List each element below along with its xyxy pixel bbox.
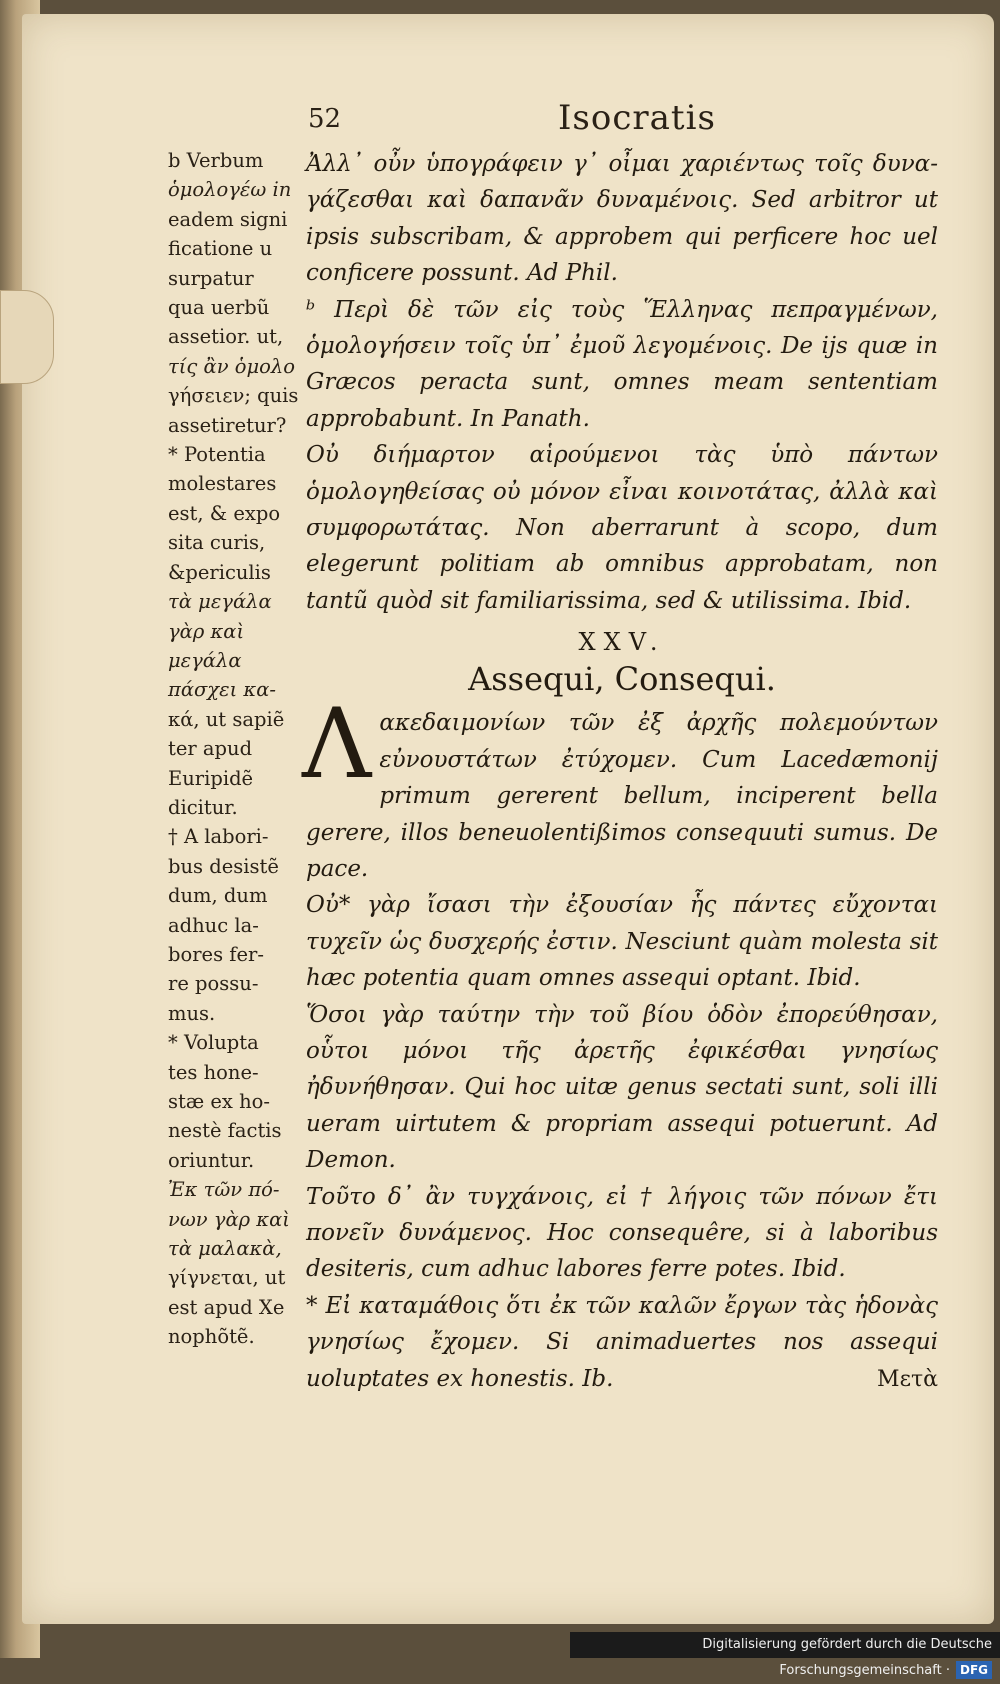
- margin-note-line: sita curis,: [168, 531, 266, 555]
- margin-note-line: bus desistẽ: [168, 854, 279, 878]
- margin-note-line: τίς ἂν ὁμολο: [168, 354, 296, 378]
- drop-cap: Λ: [302, 688, 372, 801]
- margin-notes: [168, 146, 300, 1352]
- margin-note-line: Ἐκ τῶν πό-: [168, 1178, 280, 1202]
- catchword: Μετὰ: [877, 1367, 938, 1392]
- paragraph-3: [306, 437, 938, 619]
- margin-note-line: qua uerbũ: [168, 296, 270, 320]
- margin-note-line: * Potentia: [168, 443, 266, 467]
- margin-note-line: * Volupta: [168, 1031, 259, 1055]
- margin-note-line: κά, ut sapiẽ: [168, 707, 285, 731]
- paragraph-4: [302, 688, 939, 887]
- paragraph-6: [306, 997, 938, 1179]
- margin-note-line: molestares: [168, 472, 277, 496]
- page-number: 52: [308, 104, 342, 134]
- latin-text: Hoc consequêre, si à laboribus desiteris, cum adhuc labores ferre potes. Ibid.: [306, 1219, 938, 1283]
- book-title: Isocratis: [558, 98, 716, 138]
- margin-note-line: tes hone-: [168, 1060, 259, 1084]
- greek-text: Οὐ διήμαρτον αἱρούμενοι τὰς ὑπὸ πάντων ὁμολογηθείσας οὐ μόνον εἶναι κοινοτάτας, ἀλλὰ καὶ συμφορωτάτας.: [306, 442, 938, 542]
- margin-note-line: stæ ex ho-: [168, 1090, 270, 1113]
- margin-note-line: νων γὰρ καὶ: [168, 1207, 290, 1231]
- margin-note-line: ὁμολογέω in: [168, 178, 292, 202]
- margin-note-line: surpatur: [168, 266, 254, 290]
- margin-note-line: πάσχει κα-: [168, 678, 276, 702]
- margin-note-line: nophõtẽ.: [168, 1325, 255, 1349]
- credit-text: Digitalisierung gefördert durch die Deutsche Forschungsgemeinschaft ·: [702, 1637, 992, 1678]
- margin-note-line: γὰρ καὶ μεγάλα: [168, 619, 245, 672]
- latin-text: De ijs quæ in Græcos peracta sunt, omnes meam sententiam approbabunt. In Panath.: [306, 333, 938, 432]
- margin-note-line: assetior. ut,: [168, 325, 284, 349]
- section-title: Assequi, Consequi.: [468, 660, 776, 699]
- margin-note-line: adhuc la-: [168, 913, 259, 937]
- digitization-credit-bar: [570, 1632, 1000, 1678]
- greek-text: Ἀλλ᾽ οὖν ὑπογράφειν γ᾽ οἶμαι χαριέντως τοῖς δυνα-γάζεσθαι καὶ δαπανᾶν δυναμένοις.: [306, 151, 938, 214]
- margin-note-line: est, & expo: [168, 501, 281, 525]
- margin-note-line: b Verbum: [168, 149, 264, 172]
- running-head: [308, 98, 948, 142]
- greek-text: Ὅσοι γὰρ ταύτην τὴν τοῦ βίου ὁδὸν ἐπορεύθησαν, οὗτοι μόνοι τῆς ἀρετῆς ἐφικέσθαι γνησίως ἠδυνήθησαν.: [306, 1001, 938, 1101]
- latin-text: Non aberrarunt à scopo, dum elegerunt politiam ab omnibus approbatam, non tantũ quòd sit familiarissima, sed & utilissima. Ibid.: [306, 515, 938, 614]
- margin-note-line: eadem signi: [168, 207, 288, 231]
- margin-note-line: nestè factis: [168, 1119, 282, 1143]
- greek-text: * Εἰ καταμάθοις ὅτι ἐκ τῶν καλῶν ἔργων τὰς ἡδονὰς γνησίως ἔχομεν.: [306, 1292, 938, 1356]
- paragraph-2: [306, 292, 938, 438]
- latin-text: Qui hoc uitæ genus sectati sunt, soli illi ueram uirtutem & propriam assequi potuerunt. Ad Demon.: [306, 1074, 938, 1174]
- margin-note-line: † A labori-: [168, 825, 269, 849]
- dfg-logo: DFG: [956, 1661, 992, 1679]
- margin-note-line: τὰ μεγάλα: [168, 590, 272, 614]
- greek-text: ᵇ Περὶ δὲ τῶν εἰς τοὺς Ἕλληνας πεπραγμένων, ὁμολογήσειν τοῖς ὑπ᾽ ἐμοῦ λεγομένοις.: [306, 296, 938, 360]
- paragraph-7: [306, 1179, 938, 1288]
- margin-note-line: bores fer-: [168, 942, 264, 966]
- margin-note-line: mus.: [168, 1001, 216, 1025]
- margin-note-line: ficatione u: [168, 237, 273, 261]
- margin-note-line: ter apud: [168, 737, 253, 761]
- margin-note-line: est apud Xe: [168, 1295, 285, 1319]
- latin-text: Nesciunt quàm molesta sit hæc potentia quam omnes assequi optant. Ibid.: [306, 928, 939, 992]
- margin-note-line: &periculis: [168, 560, 271, 584]
- margin-note-line: γίγνεται, ut: [168, 1266, 286, 1290]
- margin-note-line: dicitur.: [168, 795, 238, 819]
- paragraph-5: [306, 887, 938, 996]
- paragraph-1: [306, 146, 938, 292]
- latin-text: Cum Lacedæmonij primum gererent bellum, inciperent bella gerere, illos beneuolentißimos consequuti sumus. De pace.: [306, 746, 939, 882]
- page-tab: [0, 290, 54, 384]
- margin-note-line: oriuntur.: [168, 1148, 255, 1172]
- margin-note-line: τὰ μαλακὰ,: [168, 1237, 282, 1261]
- greek-text: Οὐ* γὰρ ἴσασι τὴν ἐξουσίαν ἧς πάντες εὔχονται τυχεῖν ὡς δυσχερής ἐστιν.: [306, 892, 938, 955]
- margin-note-line: Euripidẽ: [168, 766, 254, 790]
- margin-note-line: re possu-: [168, 972, 259, 996]
- main-text: [302, 146, 939, 1392]
- greek-text: Τοῦτο δ᾽ ἂν τυγχάνοις, εἰ † λήγοις τῶν πόνων ἔτι πονεῖν δυνάμενος.: [306, 1183, 938, 1246]
- margin-note-line: γήσειεν; quis: [168, 384, 299, 408]
- margin-note-line: dum, dum: [168, 884, 268, 908]
- latin-text: Sed arbitror ut ipsis subscribam, & approbem qui perficere hoc uel conficere possunt. Ad Phil.: [306, 187, 938, 287]
- greek-text: ακεδαιμονίων τῶν ἐξ ἀρχῆς πολεμούντων εὐνουστάτων ἐτύχομεν.: [379, 710, 938, 773]
- latin-text: Si animaduertes nos assequi uoluptates ex honestis. Ib.: [306, 1329, 938, 1392]
- margin-note-line: assetiretur?: [168, 413, 287, 437]
- section-number: XXV.: [578, 628, 666, 657]
